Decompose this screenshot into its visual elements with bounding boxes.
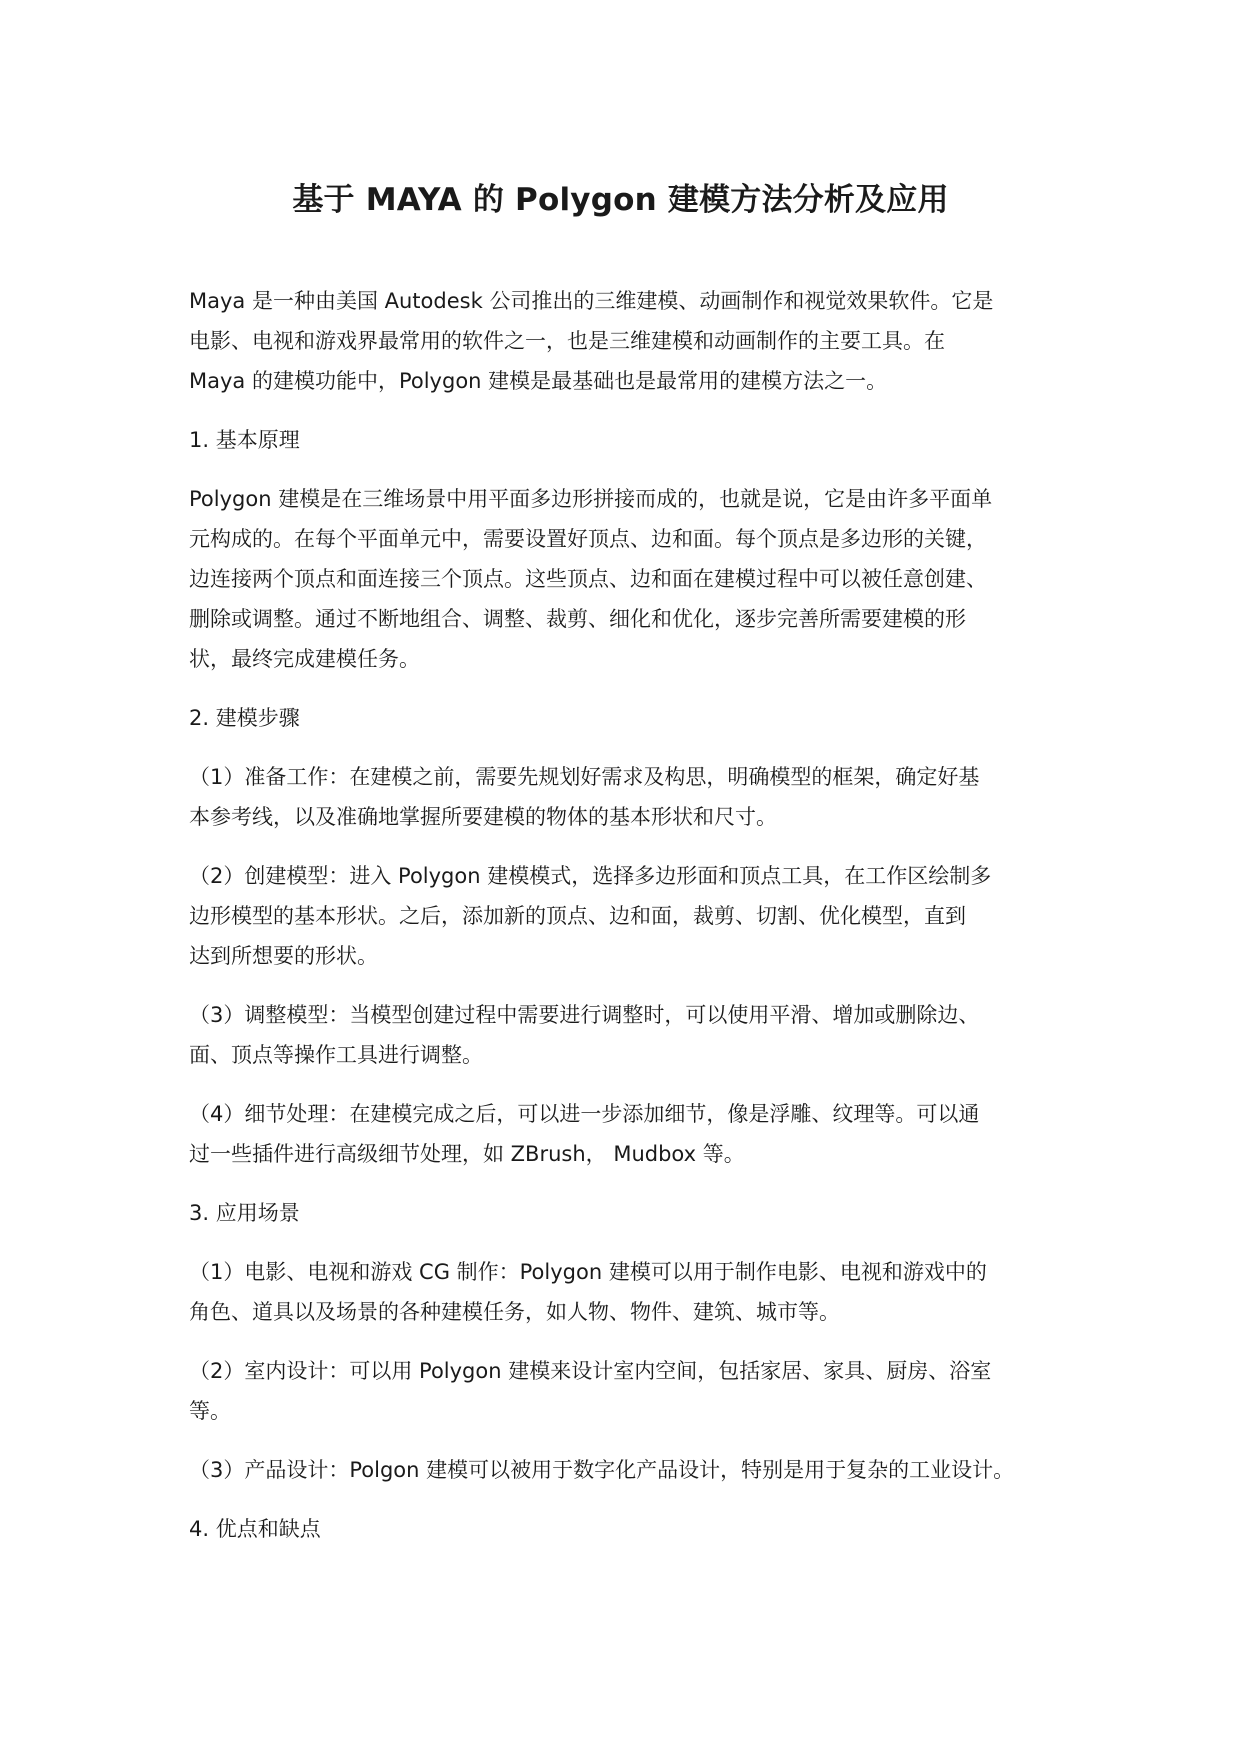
step-line: （4）细节处理：在建模完成之后，可以进一步添加细节，像是浮雕、纹理等。可以通 [189,1102,980,1126]
step-line: 面、顶点等操作工具进行调整。 [189,1043,483,1067]
step-line: 本参考线，以及准确地掌握所要建模的物体的基本形状和尺寸。 [189,805,777,829]
step-line: （1）准备工作：在建模之前，需要先规划好需求及构思，明确模型的框架，确定好基 [189,765,980,789]
step-paragraph [189,856,1074,976]
application-paragraph [189,1450,1074,1490]
step-paragraph [189,995,1074,1075]
section-heading-principles: 1. 基本原理 [189,428,300,452]
application-paragraph [189,1252,1074,1332]
application-line: （1）电影、电视和游戏 CG 制作：Polygon 建模可以用于制作电影、电视和游戏中的 [189,1260,987,1284]
section-heading-steps: 2. 建模步骤 [189,706,300,730]
application-line: （3）产品设计：Polgon 建模可以被用于数字化产品设计，特别是用于复杂的工业设计。 [189,1458,1015,1482]
step-paragraph [189,1094,1074,1174]
application-line: （2）室内设计：可以用 Polygon 建模来设计室内空间，包括家居、家具、厨房、浴室 [189,1359,992,1383]
application-line: 角色、道具以及场景的各种建模任务，如人物、物件、建筑、城市等。 [189,1300,840,1324]
intro-paragraph [189,281,1074,401]
intro-line: Maya 是一种由美国 Autodesk 公司推出的三维建模、动画制作和视觉效果软件。它是 [189,289,994,313]
step-line: （3）调整模型：当模型创建过程中需要进行调整时，可以使用平滑、增加或删除边、 [189,1003,980,1027]
principles-line: 边连接两个顶点和面连接三个顶点。这些顶点、边和面在建模过程中可以被任意创建、 [189,567,987,591]
section-heading-pros-cons: 4. 优点和缺点 [189,1517,321,1541]
principles-paragraph [189,479,1074,679]
document-title: 基于 MAYA 的 Polygon 建模方法分析及应用 [292,182,949,218]
principles-line: 元构成的。在每个平面单元中，需要设置好顶点、边和面。每个顶点是多边形的关键， [189,527,987,551]
section-heading-applications: 3. 应用场景 [189,1201,300,1225]
application-paragraph [189,1351,1074,1431]
principles-line: Polygon 建模是在三维场景中用平面多边形拼接而成的，也就是说，它是由许多平面单 [189,487,993,511]
intro-line: Maya 的建模功能中，Polygon 建模是最基础也是最常用的建模方法之一。 [189,369,888,393]
step-line: （2）创建模型：进入 Polygon 建模模式，选择多边形面和顶点工具，在工作区绘制多 [189,864,992,888]
principles-line: 状，最终完成建模任务。 [189,647,420,671]
intro-line: 电影、电视和游戏界最常用的软件之一，也是三维建模和动画制作的主要工具。在 [189,329,945,353]
step-paragraph [189,757,1074,837]
application-line: 等。 [189,1399,231,1423]
principles-line: 删除或调整。通过不断地组合、调整、裁剪、细化和优化，逐步完善所需要建模的形 [189,607,966,631]
document-body [189,281,1074,1568]
step-line: 达到所想要的形状。 [189,944,378,968]
step-line: 过一些插件进行高级细节处理，如 ZBrush， Mudbox 等。 [189,1142,745,1166]
step-line: 边形模型的基本形状。之后，添加新的顶点、边和面，裁剪、切割、优化模型，直到 [189,904,966,928]
